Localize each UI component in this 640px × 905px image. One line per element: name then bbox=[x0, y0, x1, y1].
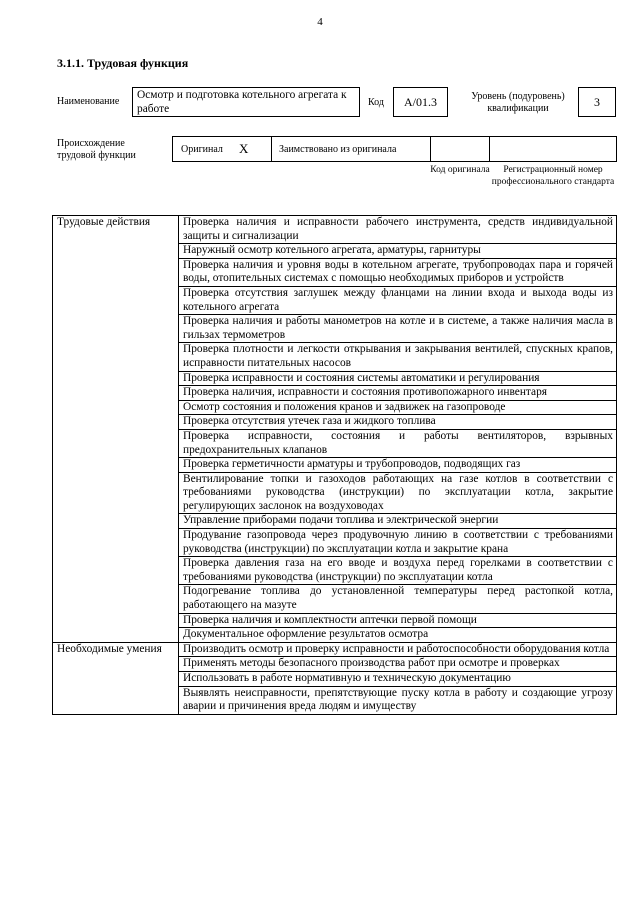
code-label: Код bbox=[368, 97, 384, 108]
code-value: A/01.3 bbox=[393, 87, 448, 117]
reg-number-caption: Регистрационный номер профессионального стандарта bbox=[491, 165, 615, 187]
list-item: Управление приборами подачи топлива и электрической энергии bbox=[179, 514, 617, 529]
original-label: Оригинал bbox=[181, 144, 223, 155]
section-label: Необходимые умения bbox=[53, 642, 179, 714]
list-item: Проверка плотности и легкости открывания и закрывания вентилей, спускных крапов, исправности питательных насосов bbox=[179, 343, 617, 371]
list-item: Использовать в работе нормативную и техническую документацию bbox=[179, 672, 617, 687]
original-mark: X bbox=[239, 141, 249, 156]
section-title: 3.1.1. Трудовая функция bbox=[57, 56, 189, 70]
list-item: Наружный осмотр котельного агрегата, арматуры, гарнитуры bbox=[179, 244, 617, 259]
reg-number-cell bbox=[489, 136, 617, 162]
list-item: Подогревание топлива до установленной температуры перед растопкой котла, работающего на мазуте bbox=[179, 585, 617, 613]
page-number: 4 bbox=[317, 16, 323, 28]
name-label: Наименование bbox=[57, 96, 120, 107]
table-row bbox=[53, 216, 617, 244]
borrowed-label: Заимствовано из оригинала bbox=[279, 144, 397, 155]
list-item: Проверка исправности, состояния и работы вентиляторов, взрывных предохранительных клапанов bbox=[179, 429, 617, 457]
list-item: Проверка наличия, исправности и состояния противопожарного инвентаря bbox=[179, 386, 617, 401]
list-item: Применять методы безопасного производства работ при осмотре и проверках bbox=[179, 657, 617, 672]
list-item: Проверка отсутствия утечек газа и жидкого топлива bbox=[179, 415, 617, 430]
level-label: Уровень (подуровень) квалификации bbox=[471, 91, 565, 114]
list-item: Проверка исправности и состояния системы автоматики и регулирования bbox=[179, 371, 617, 386]
list-item: Документальное оформление результатов осмотра bbox=[179, 628, 617, 643]
borrowed-cell bbox=[271, 136, 431, 162]
table-row bbox=[53, 642, 617, 657]
list-item: Вентилирование топки и газоходов работающих на газе котлов в соответствии с требованиями руководства (инструкции) по эксплуатации котла, закрытие регулирующих заслонок на воздуховодах bbox=[179, 472, 617, 514]
list-item: Проверка герметичности арматуры и трубопроводов, подводящих газ bbox=[179, 458, 617, 473]
list-item: Осмотр состояния и положения кранов и задвижек на газопроводе bbox=[179, 400, 617, 415]
list-item: Продувание газопровода через продувочную линию в соответствии с требованиями руководства (инструкции) по эксплуатации котла и закрытие крана bbox=[179, 529, 617, 557]
labor-function-table bbox=[52, 215, 617, 715]
list-item: Проверка отсутствия заглушек между фланцами на линии входа и выхода воды из котельного агрегата bbox=[179, 286, 617, 314]
list-item: Выявлять неисправности, препятствующие пуску котла в работу и создающие угрозу аварии и причинения вреда людям и имуществу bbox=[179, 686, 617, 714]
origin-label: Происхождение трудовой функции bbox=[57, 138, 136, 161]
level-value: 3 bbox=[578, 87, 616, 117]
list-item: Проверка давления газа на его вводе и воздуха перед горелками в соответствии с требованиями руководства (инструкции) по эксплуатации котла bbox=[179, 557, 617, 585]
list-item: Проверка наличия и комплектности аптечки первой помощи bbox=[179, 613, 617, 628]
original-cell bbox=[172, 136, 272, 162]
list-item: Проверка наличия и работы манометров на котле и в системе, а также наличия масла в гильзах термометров bbox=[179, 315, 617, 343]
name-value: Осмотр и подготовка котельного агрегата к работе bbox=[132, 87, 360, 117]
list-item: Производить осмотр и проверку исправности и работоспособности оборудования котла bbox=[179, 642, 617, 657]
list-item: Проверка наличия и исправности рабочего инструмента, средств индивидуальной защиты и сигнализации bbox=[179, 216, 617, 244]
code-original-caption: Код оригинала bbox=[430, 165, 490, 175]
section-label: Трудовые действия bbox=[53, 216, 179, 643]
list-item: Проверка наличия и уровня воды в котельном агрегате, трубопроводах пара и горячей воды, отопительных системах с помощью необходимых приборов и устройств bbox=[179, 258, 617, 286]
code-original-cell bbox=[430, 136, 490, 162]
